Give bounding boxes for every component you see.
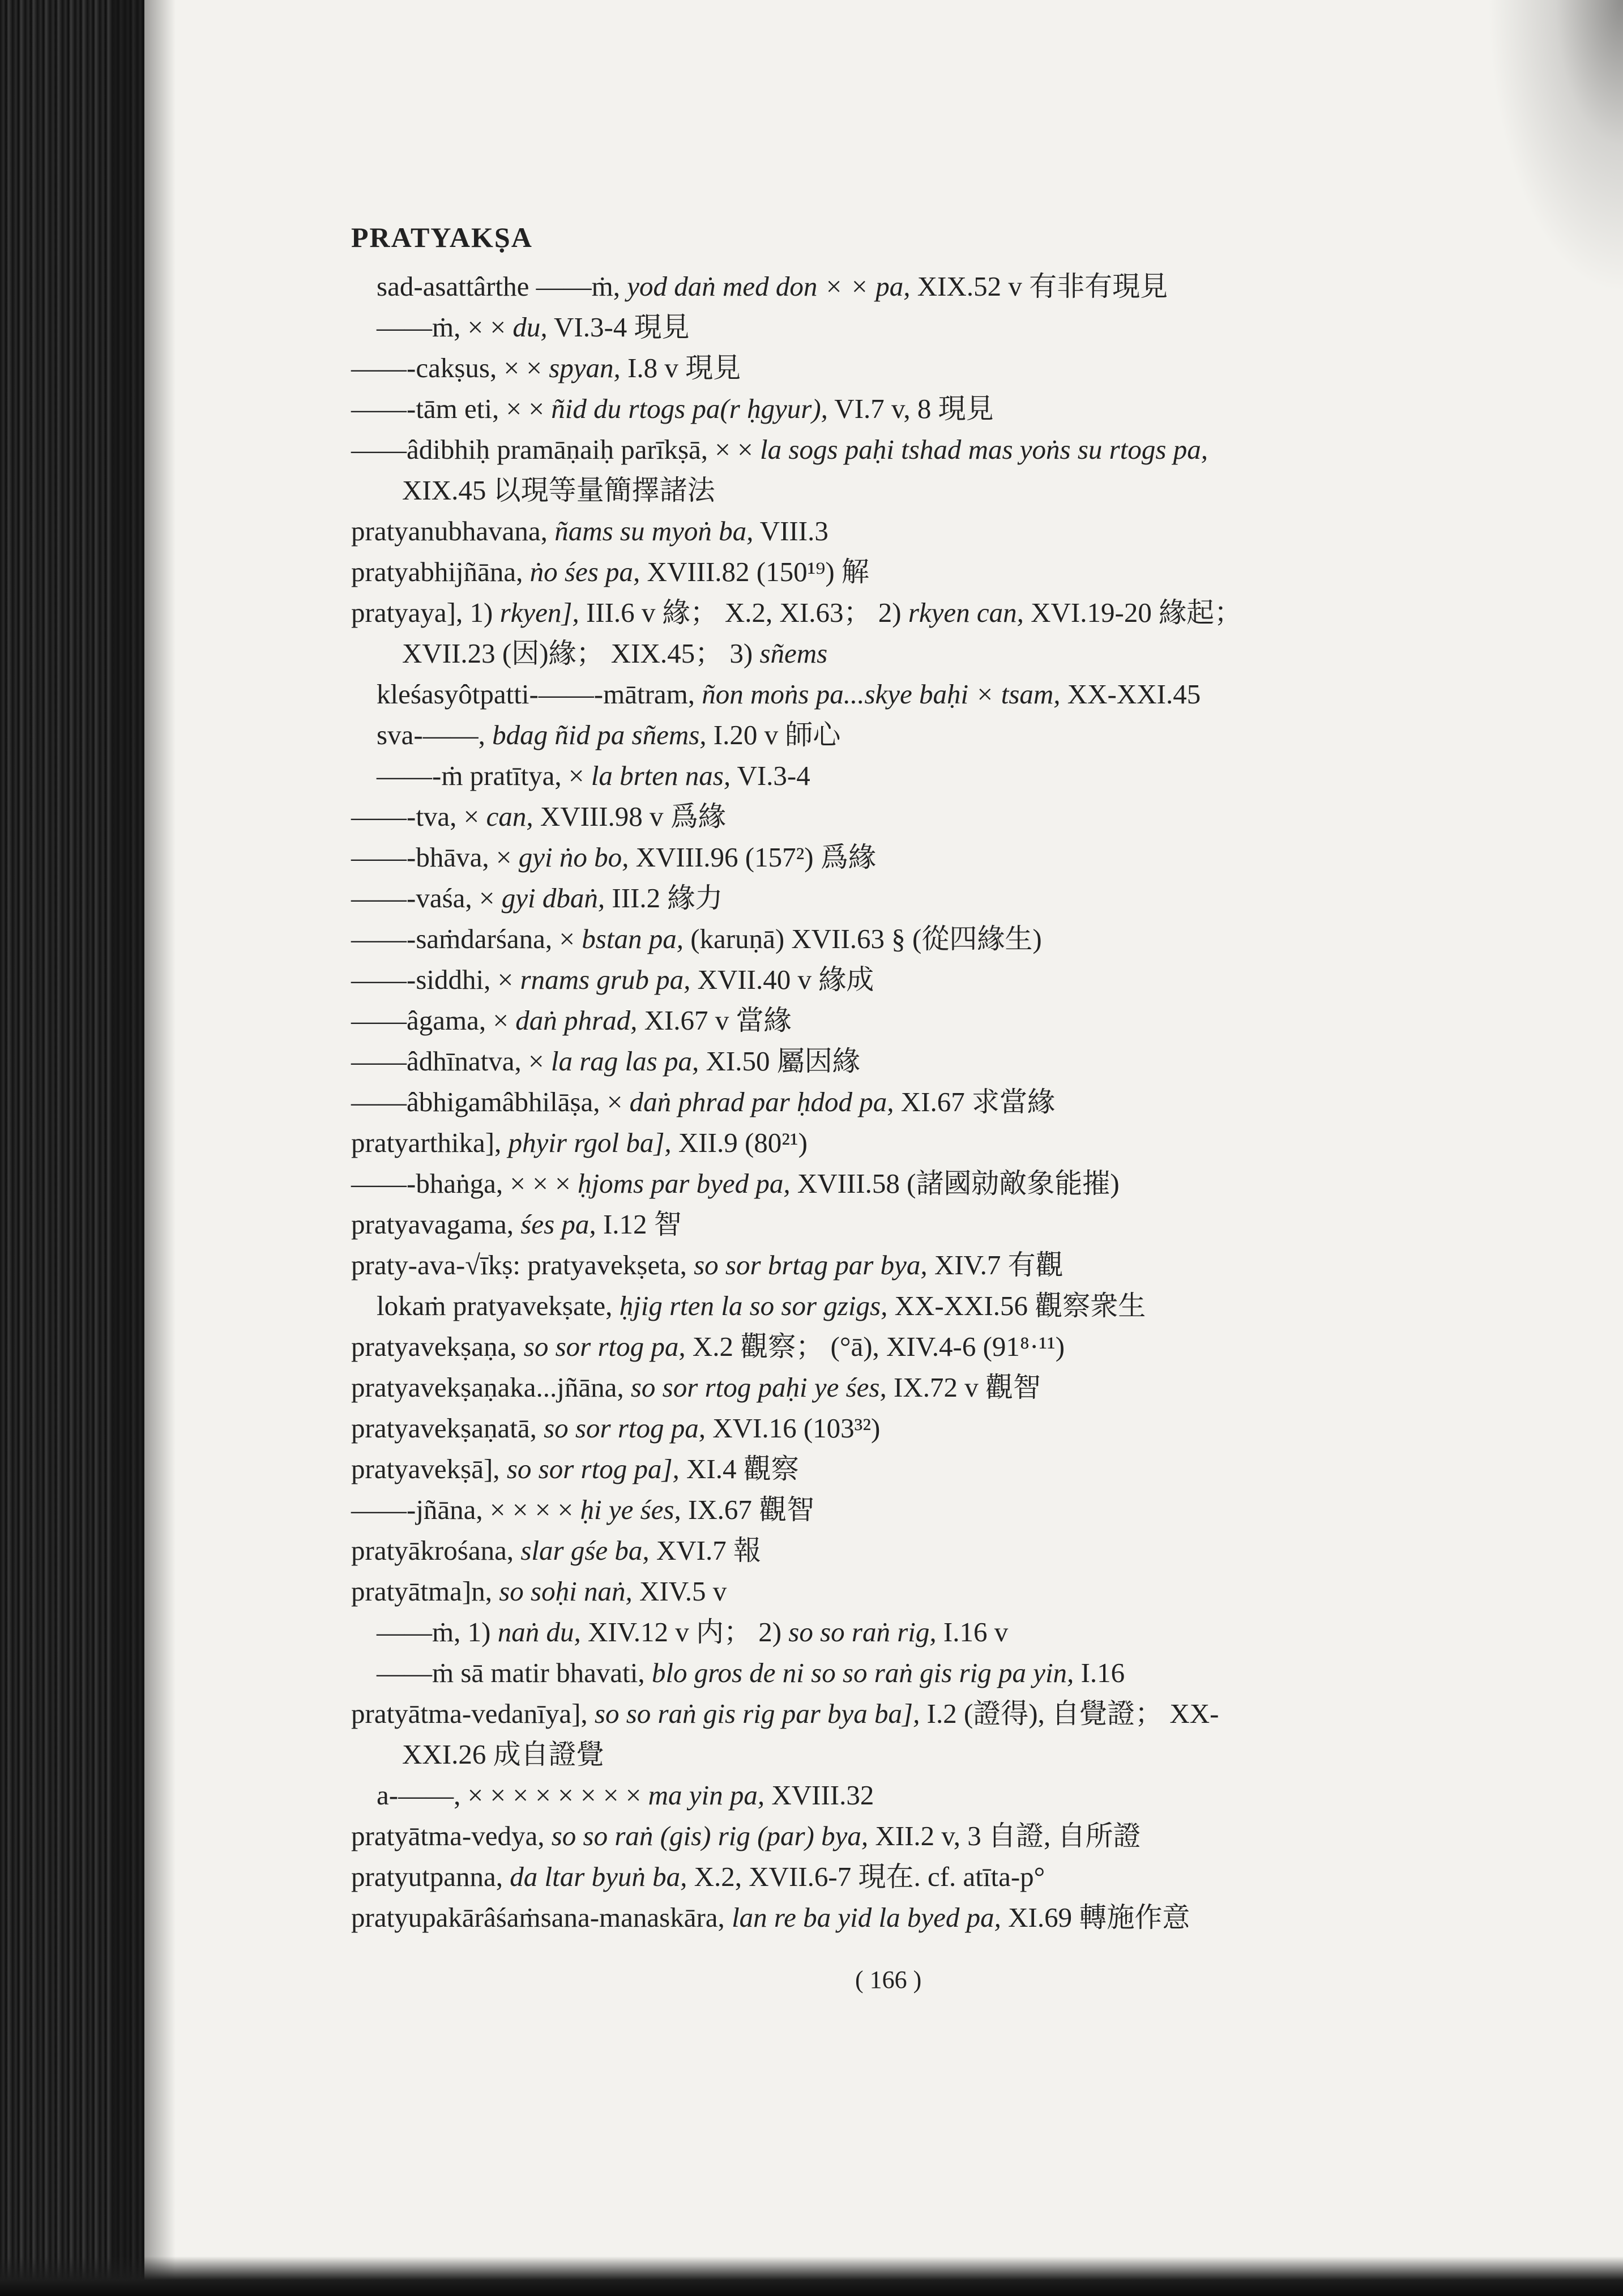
entry-line: ——âgama, × daṅ phrad, XI.67 v 當緣 (351, 1005, 792, 1036)
entry-line: XXI.26 成自證覺 (402, 1739, 604, 1770)
entry-line: kleśasyôtpatti-——-mātram, ñon moṅs pa...skye baḥi × tsam, XX-XXI.45 (377, 678, 1201, 710)
entry-line: pratyātma-vedanīya], so so raṅ gis rig par bya ba], I.2 (證得), 自覺證； XX- (351, 1698, 1219, 1729)
entry-line: pratyanubhavana, ñams su myoṅ ba, VIII.3 (351, 515, 828, 547)
entry-line: XVII.23 (因)緣； XIX.45； 3) sñems (402, 638, 828, 669)
entry-line: pratyavekṣaṇaka...jñāna, so sor rtog paḥi ye śes, IX.72 v 觀智 (351, 1372, 1041, 1403)
entry-line: pratyākrośana, slar gśe ba, XVI.7 報 (351, 1535, 761, 1566)
entry-line: pratyavekṣā], so sor rtog pa], XI.4 觀察 (351, 1453, 799, 1484)
entry-line: pratyātma]n, so soḥi naṅ, XIV.5 v (351, 1576, 727, 1607)
entry-line: praty-ava-√īkṣ: pratyavekṣeta, so sor brtag par bya, XIV.7 有觀 (351, 1249, 1064, 1281)
entry-line: ——ṁ, × × du, VI.3-4 現見 (377, 311, 690, 343)
entry-line: pratyavekṣaṇa, so sor rtog pa, X.2 觀察； (°ā), XIV.4-6 (91⁸·¹¹) (351, 1331, 1065, 1362)
entry-line: ——-cakṣus, × × spyan, I.8 v 現見 (351, 352, 741, 383)
entry-line: pratyupakārâśaṁsana-manaskāra, lan re ba yid la byed pa, XI.69 轉施作意 (351, 1902, 1190, 1933)
entry-line: pratyabhijñāna, ṅo śes pa, XVIII.82 (150¹⁹) 解 (351, 556, 869, 587)
page-content (351, 221, 1484, 1938)
entry-line: pratyavekṣaṇatā, so sor rtog pa, XVI.16 (103³²) (351, 1412, 881, 1444)
spine-fade (113, 0, 176, 2296)
entry-line: pratyavagama, śes pa, I.12 智 (351, 1209, 682, 1240)
entry-line: ——-jñāna, × × × × ḥi ye śes, IX.67 觀智 (351, 1494, 815, 1525)
entry-line: ——ṁ, 1) naṅ du, XIV.12 v 内； 2) so so raṅ rig, I.16 v (377, 1616, 1009, 1648)
entry-line: a-——, × × × × × × × × ma yin pa, XVIII.32 (377, 1779, 874, 1811)
entry-line: sva-——, bdag ñid pa sñems, I.20 v 師心 (377, 719, 841, 750)
bottom-edge-shadow (0, 2256, 1623, 2296)
page-header: PRATYAKṢA (351, 221, 533, 253)
entry-line: XIX.45 以現等量簡擇諸法 (402, 475, 715, 506)
entry-line: ——-tām eti, × × ñid du rtogs pa(r ḥgyur), VI.7 v, 8 現見 (351, 393, 994, 424)
entry-list (351, 266, 1484, 1938)
entry-line: ——-siddhi, × rnams grub pa, XVII.40 v 緣成 (351, 964, 874, 995)
entry-line: pratyaya], 1) rkyen], III.6 v 緣； X.2, XI.63； 2) rkyen can, XVI.19-20 緣起； (351, 597, 1242, 628)
entry-line: ——-tva, × can, XVIII.98 v 爲緣 (351, 801, 726, 832)
page-number: ( 166 ) (855, 1966, 922, 1994)
entry-line: sad-asattârthe ——ṁ, yod daṅ med don × × pa, XIX.52 v 有非有現見 (377, 271, 1168, 302)
entry-line: ——ṁ sā matir bhavati, blo gros de ni so so raṅ gis rig pa yin, I.16 (377, 1657, 1125, 1688)
corner-shadow (1487, 0, 1623, 295)
entry-line: ——-ṁ pratītya, × la brten nas, VI.3-4 (377, 760, 810, 791)
entry-line: ——âdibhiḥ pramāṇaiḥ parīkṣā, × × la sogs paḥi tshad mas yoṅs su rtogs pa, (351, 434, 1208, 465)
entry-line: ——âdhīnatva, × la rag las pa, XI.50 屬因緣 (351, 1045, 860, 1077)
entry-line: ——-bhaṅga, × × × ḥjoms par byed pa, XVIII.58 (諸國勍敵象能摧) (351, 1168, 1120, 1199)
entry-line: ——âbhigamâbhilāṣa, × daṅ phrad par ḥdod pa, XI.67 求當緣 (351, 1086, 1056, 1117)
entry-line: ——-saṁdarśana, × bstan pa, (karuṇā) XVII.63 § (從四緣生) (351, 923, 1042, 954)
entry-line: ——-bhāva, × gyi ṅo bo, XVIII.96 (157²) 爲緣 (351, 842, 876, 873)
entry-line: pratyātma-vedya, so so raṅ (gis) rig (par) bya, XII.2 v, 3 自證, 自所證 (351, 1820, 1141, 1851)
entry-line: pratyutpanna, da ltar byuṅ ba, X.2, XVII.6-7 現在. cf. atīta-p° (351, 1861, 1045, 1892)
entry-line: pratyarthika], phyir rgol ba], XII.9 (80²¹) (351, 1127, 808, 1158)
entry-line: ——-vaśa, × gyi dbaṅ, III.2 緣力 (351, 882, 723, 914)
entry-line: lokaṁ pratyavekṣate, ḥjig rten la so sor gzigs, XX-XXI.56 觀察衆生 (377, 1290, 1146, 1321)
